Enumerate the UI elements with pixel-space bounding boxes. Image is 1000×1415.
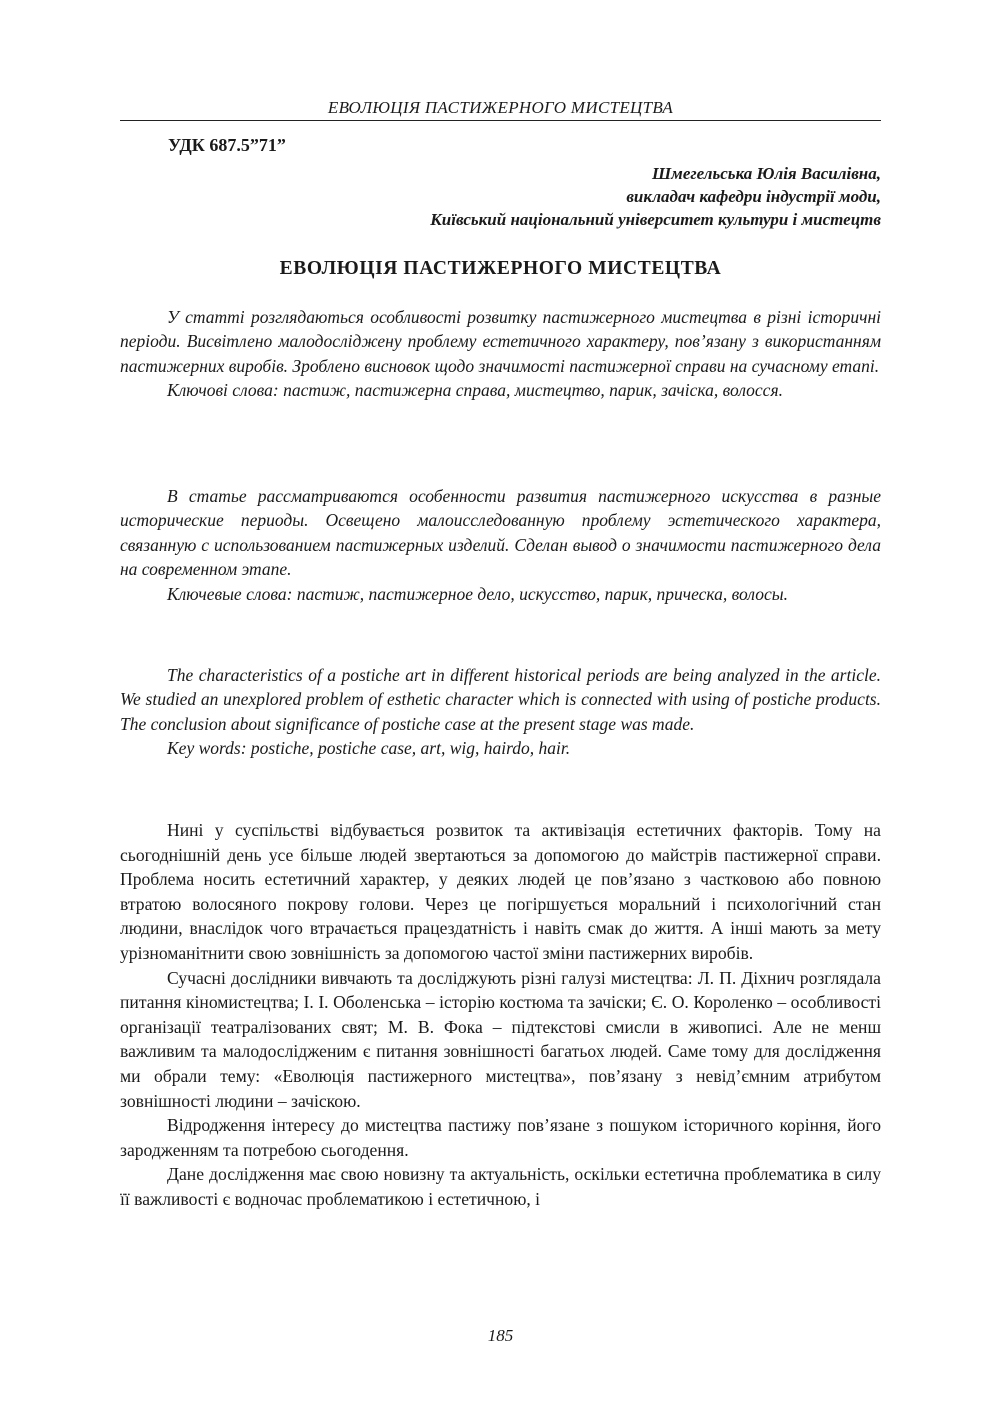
body-paragraph: Відродження інтересу до мистецтва пастижу пов’язане з пошуком історичного коріння, його зародженням та потребою сьогодення. xyxy=(120,1115,881,1160)
abstract-ukrainian xyxy=(120,305,881,403)
keywords: Key words: postiche, postiche case, art, wig, hairdo, hair. xyxy=(167,738,571,759)
running-header: ЕВОЛЮЦІЯ ПАСТИЖЕРНОГО МИСТЕЦТВА xyxy=(120,98,881,121)
author-name: Шмегельська Юлія Василівна, xyxy=(652,164,881,183)
udc-code: УДК 687.5”71” xyxy=(168,135,286,155)
keywords: Ключевые слова: пастиж, пастижерное дело, искусство, парик, прическа, волосы. xyxy=(167,583,788,604)
body-paragraph: Нині у суспільстві відбувається розвиток та активізація естетичних факторів. Тому на сьогоднішній день усе більше людей звертаються за допомогою до майстрів пастижерної справи. Проблема носить естетичний характер, у деяких людей це пов’язано з частковою або повною втратою волосяного покрову голови. Через це погіршується моральний і психологічний стан людини, внаслідок чого втрачається працездатність і навіть смак до життя. А інші мають за мету урізноманітнити свою зовнішність за допомогою частої зміни пастижерних виробів. xyxy=(120,820,881,963)
article-title: ЕВОЛЮЦІЯ ПАСТИЖЕРНОГО МИСТЕЦТВА xyxy=(279,258,722,279)
abstract-text: В статье рассматриваются особенности развития пастижерного искусства в разные исторические периоды. Освещено малоисследованную проблему эстетического характера, связанную с использованием пастижерных изделий. Сделан вывод о значимости пастижерного дела на современном этапе. xyxy=(120,486,881,580)
page-number: 185 xyxy=(487,1326,514,1345)
abstract-english xyxy=(120,663,881,761)
author-position: викладач кафедри індустрії моди, xyxy=(626,187,881,206)
body-text xyxy=(120,818,881,1212)
body-paragraph: Сучасні дослідники вивчають та досліджують різні галузі мистецтва: Л. П. Діхнич розглядала питання кіномистецтва; І. І. Оболенська – історію костюма та зачіски; Є. О. Короленко – особливості організації театралізованих свят; М. В. Фока – підтекстові смисли в живописі. Але не менш важливим та малодослідженим є питання зовнішності багатьох людей. Саме тому для дослідження ми обрали тему: «Еволюція пастижерного мистецтва», пов’язану з невід’ємним атрибутом зовнішності людини – зачіскою. xyxy=(120,967,881,1111)
abstract-russian xyxy=(120,484,881,606)
author-block xyxy=(281,162,881,231)
keywords: Ключові слова: пастиж, пастижерна справа, мистецтво, парик, зачіска, волосся. xyxy=(167,380,783,401)
body-paragraph: Дане дослідження має свою новизну та актуальність, оскільки естетична проблематика в силу її важливості є водночас проблематикою і естетичною, і xyxy=(120,1164,881,1209)
abstract-text: У статті розглядаються особливості розвитку пастижерного мистецтва в різні історичні періоди. Висвітлено малодосліджену проблему естетичного характеру, пов’язану з використанням пастижерних виробів. Зроблено висновок щодо значимості пастижерної справи на сучасному етапі. xyxy=(120,307,881,376)
author-affiliation: Київський національний університет культури і мистецтв xyxy=(430,210,881,229)
abstract-text: The characteristics of a postiche art in different historical periods are being analyzed in the article. We studied an unexplored problem of esthetic character which is connected with using of postiche products. The conclusion about significance of postiche case at the present stage was made. xyxy=(120,665,881,734)
